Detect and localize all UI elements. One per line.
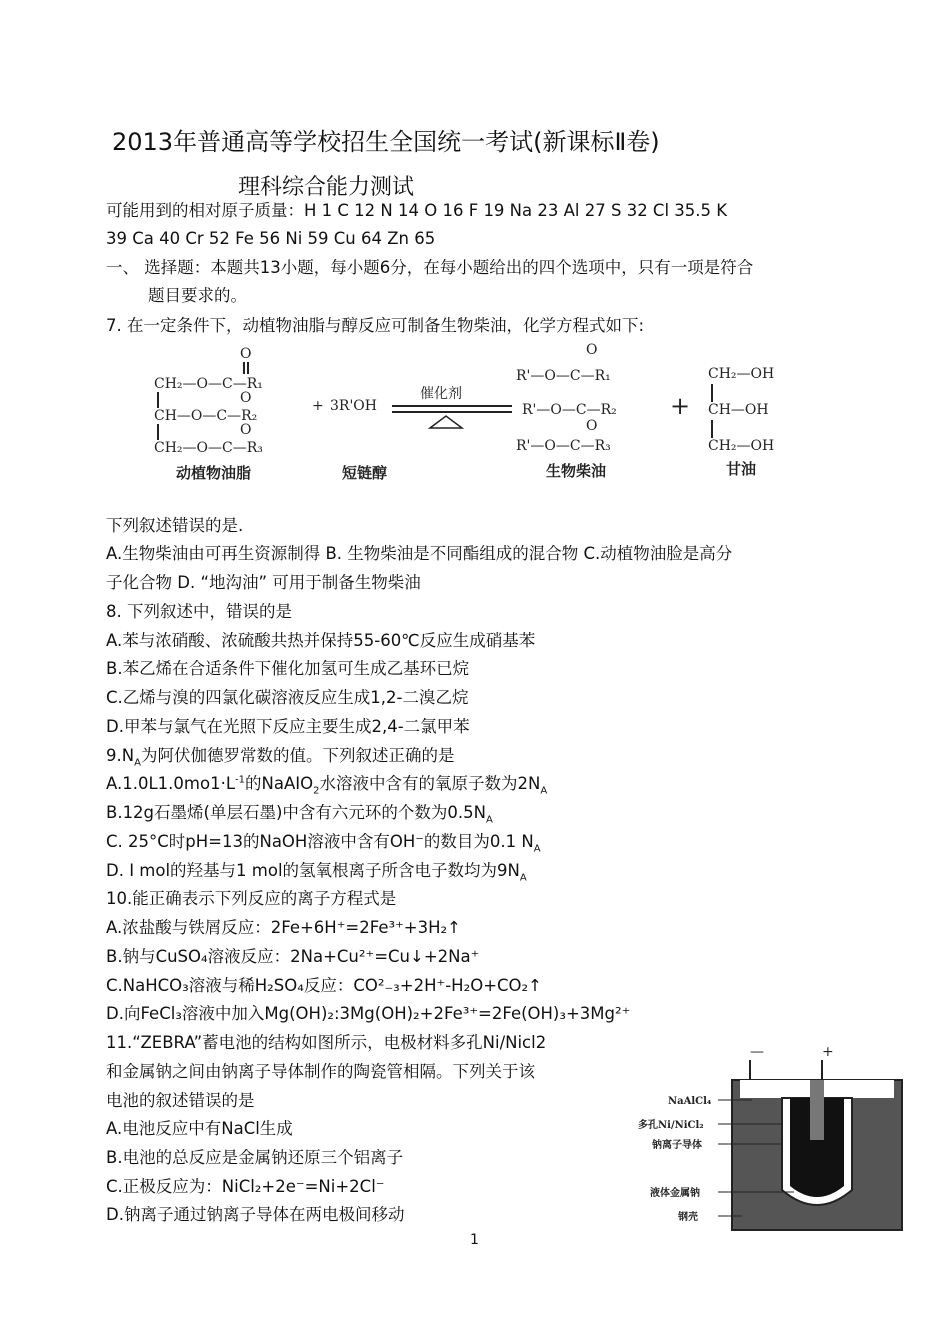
q11-stem-1: 11.“ZEBRA”蓄电池的结构如图所示，电极材料多孔Ni/Nicl2 [106,1033,547,1052]
atomic-mass-line-2: 39 Ca 40 Cr 52 Fe 56 Ni 59 Cu 64 Zn 65 [106,229,436,248]
svg-text:CH—OH: CH—OH [708,402,769,418]
svg-text:+: + [312,398,324,414]
label-liquid-sodium: 液体金属钠 [650,1188,700,1199]
label-porous-ni: 多孔Ni/NiCl₂ [638,1120,704,1131]
q10-option-d: D.向FeCl₃溶液中加入Mg(OH)₂:3Mg(OH)₂+2Fe³⁺=2Fe(OH)₃+3Mg²⁺ [106,1004,631,1023]
svg-text:R'—O—C—R₂: R'—O—C—R₂ [522,402,617,418]
svg-text:R'—O—C—R₁: R'—O—C—R₁ [516,368,611,384]
exam-title: 2013年普通高等学校招生全国统一考试(新课标Ⅱ卷) [112,128,660,156]
q11-option-b: B.电池的总反应是金属钠还原三个铝离子 [106,1148,404,1167]
reaction-equation-figure [130,340,820,490]
svg-text:O: O [586,342,598,358]
q9-option-a: $A.1.0L1.0mo1\cdot L^{-1}$的NaAIO$_2$水溶液中含有的氧原子数为$2N_A$ [106,774,548,797]
svg-text:CH₂—O—C—R₃: CH₂—O—C—R₃ [154,440,263,456]
q10-stem: 10.能正确表示下列反应的离子方程式是 [106,889,397,908]
q7-options-2: 子化合物 D. “地沟油” 可用于制备生物柴油 [106,573,421,592]
svg-text:CH—O—C—R₂: CH—O—C—R₂ [154,408,258,424]
plus-terminal: + [822,1044,834,1060]
q7-options-1: A.生物柴油由可再生资源制得 B. 生物柴油是不同酯组成的混合物 C.动植物油脸是高分 [106,544,733,563]
label-naalcl4: NaAlCl₄ [668,1096,712,1107]
svg-text:CH₂—OH: CH₂—OH [708,438,775,454]
q11-option-a: A.电池反应中有NaCl生成 [106,1119,293,1138]
page-number: 1 [470,1232,479,1248]
section-heading-cont: 题目要求的。 [148,286,247,305]
q9-option-b: B.12g石墨烯(单层石墨)中含有六元环的个数为$0.5N_A$ [106,803,493,826]
exam-subtitle: 理科综合能力测试 [238,175,415,200]
svg-text:R'—O—C—R₃: R'—O—C—R₃ [516,438,611,454]
q10-option-c: C.NaHCO₃溶液与稀H₂SO₄反应：CO²₋₃+2H⁺-H₂O+CO₂↑ [106,976,542,995]
q10-option-a: A.浓盐酸与铁屑反应：2Fe+6H⁺=2Fe³⁺+3H₂↑ [106,918,461,937]
q8-option-d: D.甲苯与氯气在光照下反应主要生成2,4-二氯甲苯 [106,717,470,736]
minus-terminal: — [750,1044,764,1060]
label-conductor: 钠离子导体 [652,1140,702,1151]
atomic-mass-line-1: 可能用到的相对原子质量：H 1 C 12 N 14 O 16 F 19 Na 23 Al 27 S 32 Cl 35.5 K [106,201,728,220]
q8-option-a: A.苯与浓硝酸、浓硫酸共热并保持55-60℃反应生成硝基苯 [106,631,536,650]
label-alcohol: 短链醇 [342,464,388,482]
svg-text:O: O [240,422,252,438]
reagent-label: 3R'OH [330,398,377,414]
q11-stem-3: 电池的叙述错误的是 [106,1091,255,1110]
q11-option-d: D.钠离子通过钠离子导体在两电极间移动 [106,1205,405,1224]
q8-option-c: C.乙烯与溴的四氯化碳溶液反应生成1,2-二溴乙烷 [106,688,469,707]
q9-option-d: D. I mol的羟基与1 mol的氢氧根离子所含电子数均为$9N_A$ [106,861,527,884]
q8-option-b: B.苯乙烯在合适条件下催化加氢可生成乙基环已烷 [106,659,470,678]
q10-option-b: B.钠与CuSO₄溶液反应：2Na+Cu²⁺=Cu↓+2Na⁺ [106,947,480,966]
svg-text:O: O [240,346,252,362]
q8-stem: 8. 下列叙述中，错误的是 [106,602,292,621]
q11-stem-2: 和金属钠之间由钠离子导体制作的陶瓷管相隔。下列关于该 [106,1062,535,1081]
label-biodiesel: 生物柴油 [546,462,607,480]
q9-stem: $9.N_A$为阿伏伽德罗常数的值。下列叙述正确的是 [106,746,455,769]
q11-option-c: C.正极反应为：NiCl₂+2e⁻=Ni+2Cl⁻ [106,1177,385,1196]
zebra-battery-figure [632,1040,922,1240]
q9-option-c: C. 25°C时pH=13的NaOH溶液中含有OH⁻的数目为0.1 $N_A$ [106,832,541,855]
svg-text:+: + [670,392,691,420]
label-fat: 动植物油脂 [176,464,252,482]
catalyst-label: 催化剂 [420,386,462,402]
label-glycerol: 甘油 [726,460,757,478]
svg-text:CH₂—OH: CH₂—OH [708,366,775,382]
label-steel-shell: 钢壳 [678,1212,698,1223]
svg-text:O: O [240,390,252,406]
svg-text:CH₂—O—C—R₁: CH₂—O—C—R₁ [154,376,263,392]
q7-stem: 7. 在一定条件下，动植物油脂与醇反应可制备生物柴油，化学方程式如下: [106,316,645,335]
q7-ask: 下列叙述错误的是. [106,516,244,535]
svg-text:O: O [586,418,598,434]
section-heading: 一、 选择题：本题共13小题，每小题6分，在每小题给出的四个选项中，只有一项是符合 [106,258,754,277]
